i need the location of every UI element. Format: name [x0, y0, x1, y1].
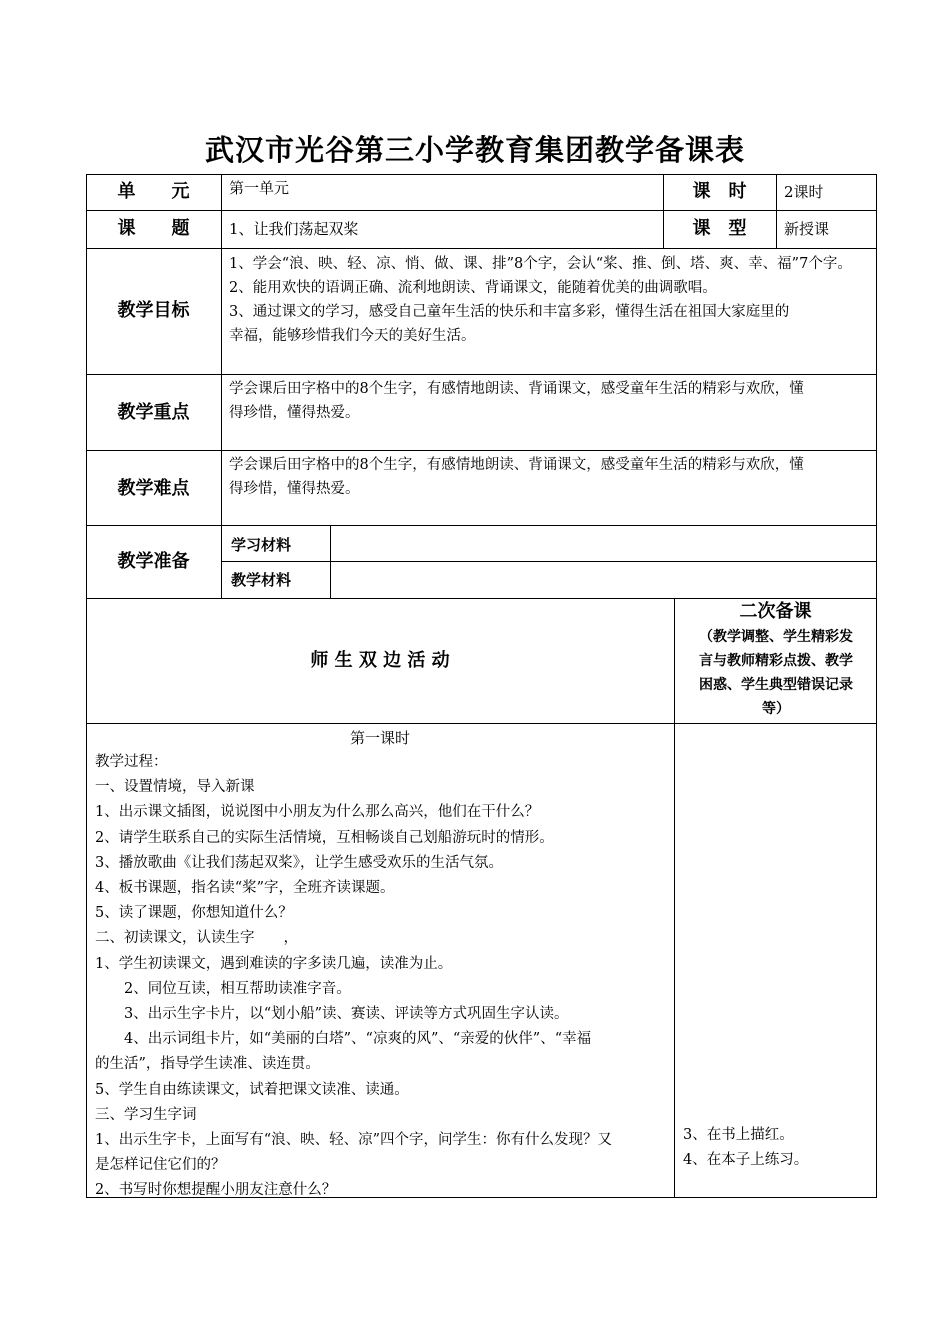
- goal-line: 2、能用欢快的语调正确、流利地朗读、背诵课文，能随着优美的曲调歌唱。: [229, 280, 717, 296]
- row-divider: [86, 525, 877, 526]
- teaching-materials-label: 教学材料: [231, 571, 292, 589]
- row-divider: [86, 374, 877, 375]
- process-text: 教学过程： 一、设置情境，导入新课 1、出示课文插图，说说图中小朋友为什么那么高兴，他们在干什么？ 2、请学生联系自己的实际生活情境，互相畅谈自己划船游玩时的情形。 3、播放歌曲《让我们荡起双桨》，让学生感受欢乐的生活气氛。 4、板书课题，指名读“桨”字，全班齐读课题。 5、读了课题，你想知道什么？ 二、初读课文，认读生字 ， 1、学生初读课文，遇到难读的字多读几遍，读准为止。 2、同位互读，相互帮助读准字音。 3、出示生字卡片，以“划小船”读、赛读、评读等方式巩固生字认读。 4、出示词组卡片，如“美丽的白塔”、“凉爽的风”、“亲爱的伙伴”、“幸福 的生活”，指导学生读准、读连贯。 5、学生自由练读课文，试着把课文读准、读通。 三、学习生字词 1、出示生字卡，上面写有“浪、映、轻、凉”四个字，问学生：你有什么发现？又 是怎样记住它们的？ 2、书写时你想提醒小朋友注意什么？: [95, 754, 613, 1199]
- prep-row-divider: [221, 561, 877, 562]
- hours-label: 课 时: [692, 181, 747, 202]
- keypoints-label: 教学重点: [117, 402, 190, 423]
- goals-label: 教学目标: [117, 300, 190, 321]
- difficulties-text: 学会课后田字格中的8个生字，有感情地朗读、背诵课文，感受童年生活的精彩与欢欣，懂 得珍惜，懂得热爱。: [229, 457, 804, 497]
- page-title: 武汉市光谷第三小学教育集团教学备课表: [204, 133, 745, 167]
- goal-line: 幸福，能够珍惜我们今天的美好生活。: [229, 328, 476, 344]
- hours-value: 2课时: [784, 183, 824, 201]
- goal-line: 1、学会“浪、映、轻、凉、悄、做、课、排”8个字，会认“桨、推、倒、塔、爽、幸、福”7个字。: [229, 256, 852, 272]
- second-prep-note: （教学调整、学生精彩发 言与教师精彩点拨、教学 困惑、学生典型错误记录 等）: [699, 629, 853, 717]
- type-label: 课 型: [692, 218, 747, 239]
- second-prep-title: 二次备课: [739, 601, 812, 622]
- study-materials-label: 学习材料: [231, 536, 292, 554]
- topic-value: 1、让我们荡起双桨: [229, 220, 359, 238]
- col-divider: [674, 598, 675, 1198]
- type-value: 新授课: [784, 220, 830, 238]
- session-title: 第一课时: [349, 729, 410, 747]
- keypoints-text: 学会课后田字格中的8个生字，有感情地朗读、背诵课文，感受童年生活的精彩与欢欣，懂 得珍惜，懂得热爱。: [229, 381, 804, 421]
- row-divider: [86, 598, 877, 599]
- row-divider: [86, 248, 877, 249]
- topic-label: 课 题: [117, 218, 190, 239]
- row-divider: [86, 450, 877, 451]
- process-right-notes: 3、在书上描红。 4、在本子上练习。: [683, 1127, 809, 1169]
- goals-text: [229, 252, 874, 348]
- unit-label: 单 元: [117, 181, 190, 202]
- prep-label: 教学准备: [117, 551, 190, 572]
- col-divider: [330, 525, 331, 598]
- col-divider: [221, 174, 222, 598]
- unit-value: 第一单元: [229, 179, 290, 197]
- goal-line: 3、通过课文的学习，感受自己童年生活的快乐和丰富多彩，懂得生活在祖国大家庭里的: [229, 304, 790, 320]
- row-divider: [86, 723, 877, 724]
- activity-header: 师 生 双 边 活 动: [310, 650, 450, 671]
- difficulties-label: 教学难点: [117, 478, 190, 499]
- col-divider: [776, 174, 777, 248]
- row-divider: [86, 210, 877, 211]
